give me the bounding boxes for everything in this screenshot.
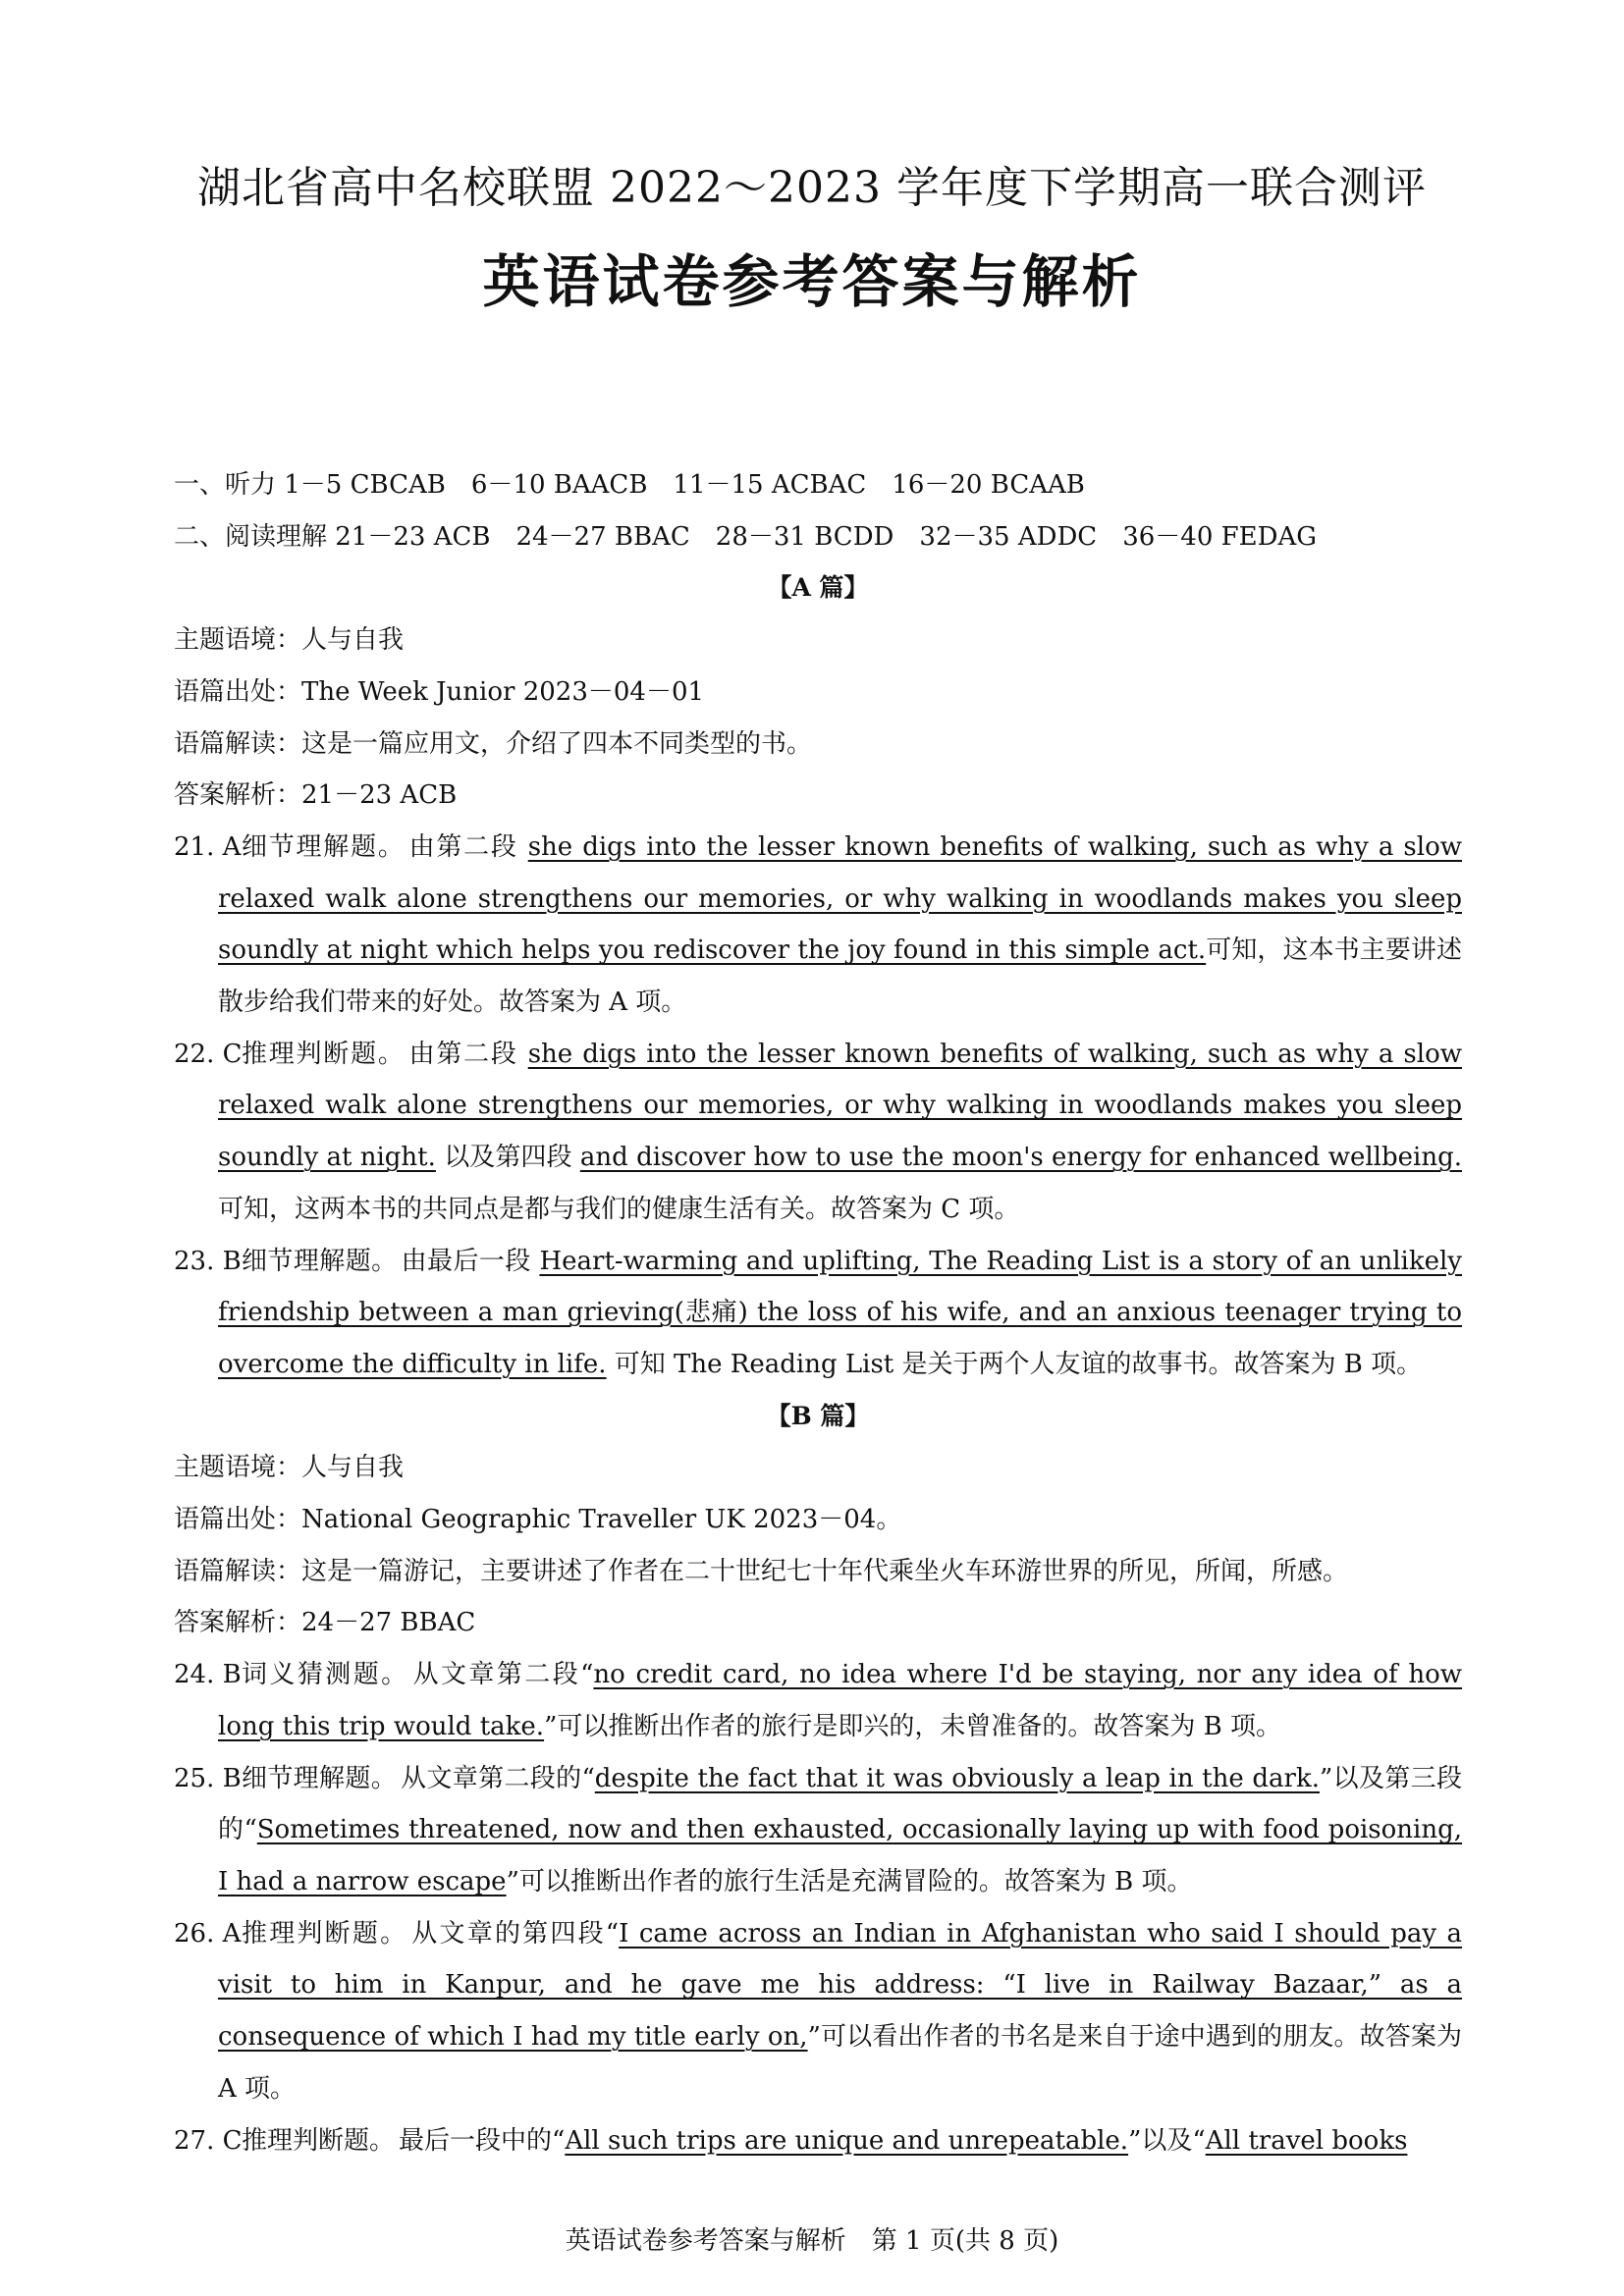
question-number: 22. C xyxy=(174,1039,243,1069)
passage-b-answer-key: 答案解析：24－27 BBAC xyxy=(174,1608,476,1638)
explanation-lead: 由第二段 xyxy=(408,1039,528,1069)
question-number: 25. B xyxy=(174,1763,242,1793)
quoted-evidence: despite the fact that it was obviously a leap in the dark. xyxy=(594,1763,1320,1793)
explanation-lead: 从文章第二段“ xyxy=(412,1660,594,1690)
quoted-evidence: I came across an Indian in Afghanistan who said I should pay a visit to him in Kanpur, and he gave me his address: “I live in Railway Bazaar,” as a consequence of which I had my title early on, xyxy=(218,1918,1463,2053)
explanation-conclusion: 可知 The Reading List 是关于两个人友谊的故事书。故答案为 B 项。 xyxy=(606,1349,1423,1379)
page-title: 湖北省高中名校联盟 2022～2023 学年度下学期高一联合测评 xyxy=(197,163,1427,213)
question-type: 词义猜测题。 xyxy=(242,1660,409,1690)
page-subtitle: 英语试卷参考答案与解析 xyxy=(482,248,1142,315)
explanation-connector: 以及第四段 xyxy=(435,1143,580,1173)
question-type: 推理判断题。 xyxy=(242,2125,396,2156)
question-25 xyxy=(174,1753,1462,1908)
passage-b-heading: 【B 篇】 xyxy=(766,1401,870,1430)
page-footer: 英语试卷参考答案与解析 第 1 页(共 8 页) xyxy=(565,2226,1059,2256)
quoted-evidence: no credit card, no idea where I'd be staying, nor any idea of how long this trip would take. xyxy=(218,1660,1462,1741)
passage-b-source: 语篇出处：National Geographic Traveller UK 2023－04。 xyxy=(174,1505,902,1535)
explanation-connector: ”以及第三段的“ xyxy=(218,1763,1462,1845)
explanation-connector: ”以及“ xyxy=(1128,2125,1206,2156)
question-23 xyxy=(174,1236,1462,1391)
passage-a-heading: 【A 篇】 xyxy=(767,573,869,603)
question-21 xyxy=(174,822,1462,1029)
passage-a-summary: 语篇解读：这是一篇应用文，介绍了四本不同类型的书。 xyxy=(174,728,813,759)
explanation-conclusion: ”可以推断出作者的旅行生活是充满冒险的。故答案为 B 项。 xyxy=(506,1866,1193,1896)
question-number: 21. A xyxy=(174,831,242,862)
answers-reading: 二、阅读理解 21－23 ACB 24－27 BBAC 28－31 BCDD 32－35 ADDC 36－40 FEDAG xyxy=(174,521,1318,552)
document-body xyxy=(174,459,1462,2166)
explanation-lead: 从文章的第四段“ xyxy=(411,1918,620,1949)
quoted-evidence-2: All travel books xyxy=(1205,2125,1408,2156)
question-type: 细节理解题。 xyxy=(242,831,406,862)
explanation-conclusion: 可知，这两本书的共同点是都与我们的健康生活有关。故答案为 C 项。 xyxy=(218,1194,1020,1224)
question-type: 细节理解题。 xyxy=(242,1246,398,1276)
explanation-lead: 由最后一段 xyxy=(401,1246,540,1276)
question-type: 推理判断题。 xyxy=(242,1039,406,1069)
passage-a-answer-key: 答案解析：21－23 ACB xyxy=(174,780,458,811)
quoted-evidence-2: Sometimes threatened, now and then exhausted, occasionally laying up with food poisoning, I had a narrow escape xyxy=(218,1815,1463,1896)
explanation-lead: 从文章第二段的“ xyxy=(401,1763,595,1793)
quoted-evidence-2: and discover how to use the moon's energy for enhanced wellbeing. xyxy=(579,1143,1462,1173)
quoted-evidence: she digs into the lesser known benefits of walking, such as why a slow relaxed walk alone strengthens our memories, or why walking in woodlands makes you sleep soundly at night which helps you rediscover the joy found in this simple act. xyxy=(218,831,1462,966)
quoted-evidence: she digs into the lesser known benefits of walking, such as why a slow relaxed walk alone strengthens our memories, or why walking in woodlands makes you sleep soundly at night. xyxy=(218,1039,1462,1173)
question-number: 27. C xyxy=(174,2125,243,2156)
quoted-evidence: All such trips are unique and unrepeatable. xyxy=(565,2125,1129,2156)
passage-a-source: 语篇出处：The Week Junior 2023－04－01 xyxy=(174,676,705,707)
question-number: 23. B xyxy=(174,1246,242,1276)
explanation-lead: 由第二段 xyxy=(408,831,528,862)
question-22 xyxy=(174,1029,1462,1236)
passage-a-theme: 主题语境：人与自我 xyxy=(174,625,405,656)
explanation-conclusion: ”可以看出作者的书名是来自于途中遇到的朋友。故答案为 A 项。 xyxy=(218,2022,1462,2104)
explanation-lead: 最后一段中的“ xyxy=(399,2125,566,2156)
explanation-conclusion: 可知，这本书主要讲述散步给我们带来的好处。故答案为 A 项。 xyxy=(218,935,1462,1018)
answers-listening: 一、听力 1－5 CBCAB 6－10 BAACB 11－15 ACBAC 16－20 BCAAB xyxy=(174,470,1085,500)
question-number: 26. A xyxy=(174,1918,242,1949)
question-27 xyxy=(174,2115,1462,2167)
explanation-conclusion: ”可以推断出作者的旅行是即兴的，未曾准备的。故答案为 B 项。 xyxy=(544,1711,1282,1741)
question-number: 24. B xyxy=(174,1660,242,1690)
question-type: 细节理解题。 xyxy=(242,1763,398,1793)
passage-b-theme: 主题语境：人与自我 xyxy=(174,1453,405,1483)
question-type: 推理判断题。 xyxy=(242,1918,408,1949)
quoted-evidence: Heart-warming and uplifting, The Reading List is a story of an unlikely friendship between a man grieving(悲痛) the loss of his wife, and an anxious teenager trying to overcome the difficulty in life. xyxy=(218,1246,1462,1379)
question-24 xyxy=(174,1649,1462,1752)
passage-b-summary: 语篇解读：这是一篇游记，主要讲述了作者在二十世纪七十年代乘坐火车环游世界的所见，所闻，所感。 xyxy=(174,1556,1349,1586)
question-26 xyxy=(174,1908,1462,2115)
